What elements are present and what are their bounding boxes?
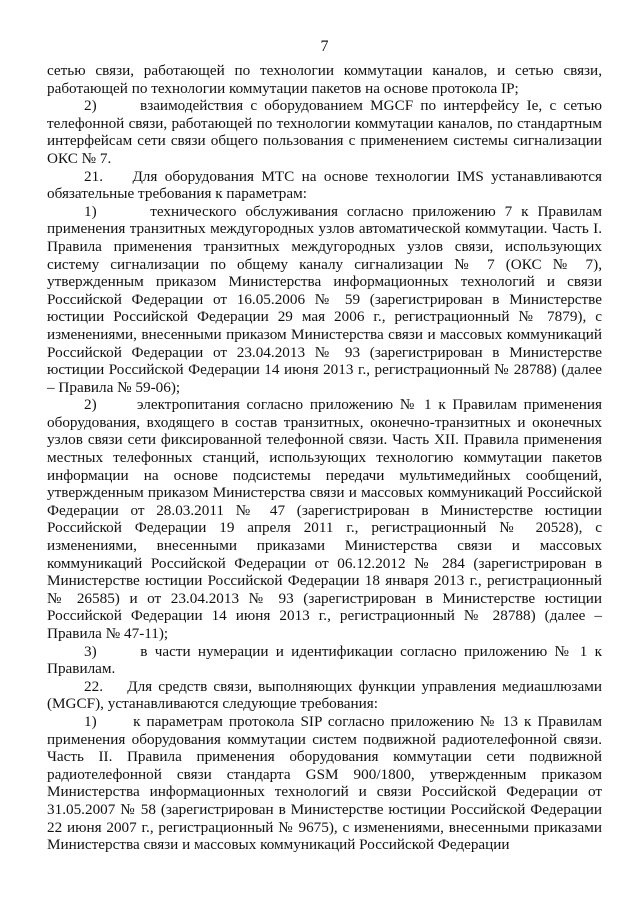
paragraph-clause-21: 21. Для оборудования МТС на основе технологии IMS устанавливаются обязательные требования к параметрам: xyxy=(47,167,602,203)
paragraph-item-3-numbering: 3) в части нумерации и идентификации согласно приложению № 1 к Правилам. xyxy=(47,642,602,678)
paragraph-item-2-mgcf: 2) взаимодействия с оборудованием MGCF по интерфейсу Ie, с сетью телефонной связи, работающей по технологии коммутации каналов, по стандартным интерфейсам сети связи общего пользования с применением системы сигнализации ОКС № 7. xyxy=(47,97,602,167)
document-page xyxy=(47,38,602,854)
paragraph-item-1-maintenance: 1) технического обслуживания согласно приложению 7 к Правилам применения транзитных междугородных узлов автоматической коммутации. Часть I. Правила применения транзитных междугородных узлов связи, использующих систему сигнализации по общему каналу сигнализации № 7 (ОКС № 7), утвержденным приказом Министерства информационных технологий и связи Российской Федерации от 16.05.2006 № 59 (зарегистрирован в Министерстве юстиции Российской Федерации 29 мая 2006 г., регистрационный № 7879), с изменениями, внесенными приказом Министерства связи и массовых коммуникаций Российской Федерации от 23.04.2013 № 93 (зарегистрирован в Министерстве юстиции Российской Федерации 14 июня 2013 г., регистрационный № 28788) (далее – Правила № 59-06); xyxy=(47,202,602,396)
paragraph-continuation: сетью связи, работающей по технологии коммутации каналов, и сетью связи, работающей по технологии коммутации пакетов на основе протокола IP; xyxy=(47,62,602,97)
paragraph-clause-22: 22. Для средств связи, выполняющих функции управления медиашлюзами (MGCF), устанавливаются следующие требования: xyxy=(47,677,602,713)
paragraph-item-2-power: 2) электропитания согласно приложению № 1 к Правилам применения оборудования, входящего в состав транзитных, оконечно-транзитных и оконечных узлов связи сети фиксированной телефонной связи. Часть XII. Правила применения местных телефонных станций, использующих технологию коммутации пакетов информации на основе подсистемы передачи мультимедийных сообщений, утвержденным приказом Министерства связи и массовых коммуникаций Российской Федерации от 28.03.2011 № 47 (зарегистрирован в Министерстве юстиции Российской Федерации 19 апреля 2011 г., регистрационный № 20528), с изменениями, внесенными приказами Министерства связи и массовых коммуникаций Российской Федерации от 06.12.2012 № 284 (зарегистрирован в Министерстве юстиции Российской Федерации 18 января 2013 г., регистрационный № 26585) и от 23.04.2013 № 93 (зарегистрирован в Министерстве юстиции Российской Федерации 14 июня 2013 г., регистрационный № 28788) (далее – Правила № 47-11); xyxy=(47,396,602,642)
page-number: 7 xyxy=(320,38,329,55)
paragraph-item-1-sip: 1) к параметрам протокола SIP согласно приложению № 13 к Правилам применения оборудования коммутации систем подвижной радиотелефонной связи. Часть II. Правила применения оборудования коммутации сети подвижной радиотелефонной связи стандарта GSM 900/1800, утвержденным приказом Министерства информационных технологий и связи Российской Федерации от 31.05.2007 № 58 (зарегистрирован в Министерстве юстиции Российской Федерации 22 июня 2007 г., регистрационный № 9675), с изменениями, внесенными приказами Министерства связи и массовых коммуникаций Российской Федерации xyxy=(47,712,602,854)
